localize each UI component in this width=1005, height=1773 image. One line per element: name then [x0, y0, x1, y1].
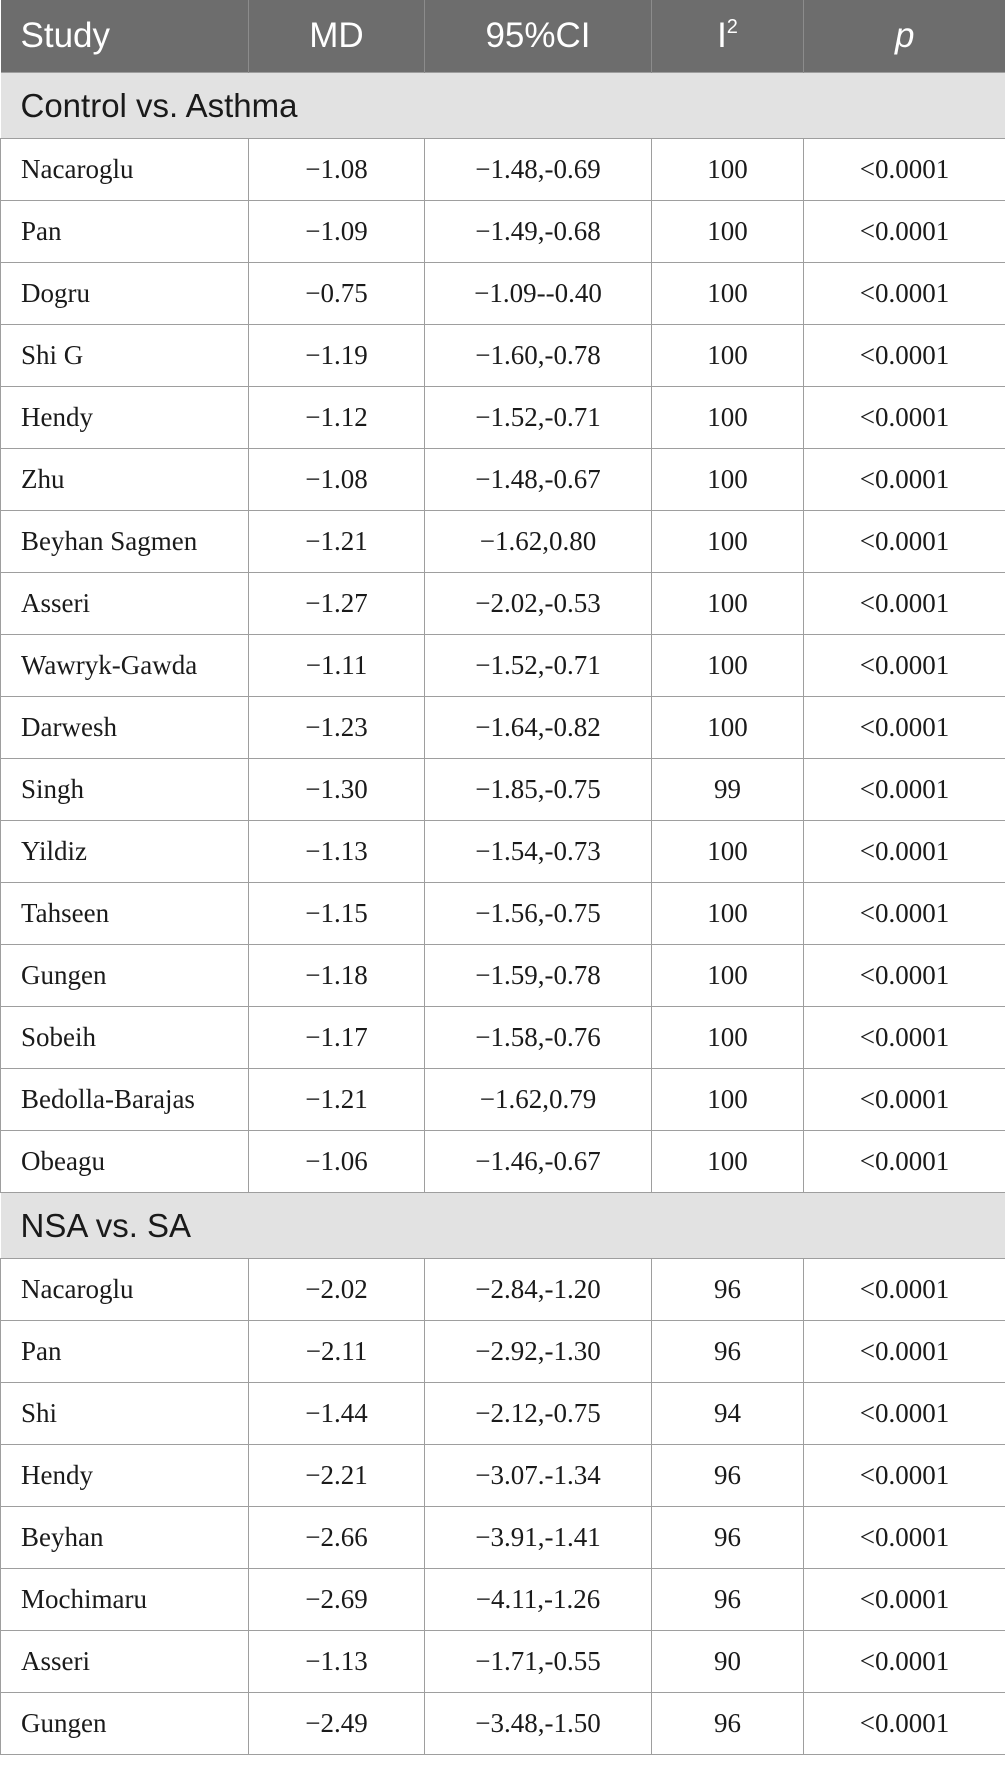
- cell-md: −1.08: [249, 449, 425, 511]
- section-title: Control vs. Asthma: [1, 73, 1005, 139]
- cell-p: <0.0001: [804, 1383, 1005, 1445]
- cell-md: −1.17: [249, 1007, 425, 1069]
- table-row: [1, 139, 1005, 201]
- cell-study: Shi: [1, 1383, 249, 1445]
- cell-i2: 96: [652, 1259, 804, 1321]
- cell-95ci: −1.62,0.79: [425, 1069, 652, 1131]
- cell-study: Zhu: [1, 449, 249, 511]
- cell-95ci: −1.59,-0.78: [425, 945, 652, 1007]
- cell-95ci: −2.02,-0.53: [425, 573, 652, 635]
- cell-md: −1.23: [249, 697, 425, 759]
- cell-md: −2.49: [249, 1693, 425, 1755]
- cell-study: Darwesh: [1, 697, 249, 759]
- cell-study: Hendy: [1, 1445, 249, 1507]
- cell-p: <0.0001: [804, 821, 1005, 883]
- cell-p: <0.0001: [804, 511, 1005, 573]
- table-row: [1, 821, 1005, 883]
- cell-95ci: −1.52,-0.71: [425, 387, 652, 449]
- table-row: [1, 201, 1005, 263]
- header-95ci: 95%CI: [425, 0, 652, 73]
- cell-md: −1.15: [249, 883, 425, 945]
- cell-95ci: −1.09--0.40: [425, 263, 652, 325]
- table-row: [1, 883, 1005, 945]
- cell-i2: 100: [652, 1131, 804, 1193]
- cell-md: −1.13: [249, 1631, 425, 1693]
- cell-95ci: −1.58,-0.76: [425, 1007, 652, 1069]
- table-row: [1, 1693, 1005, 1755]
- table-row: [1, 387, 1005, 449]
- table-row: [1, 449, 1005, 511]
- cell-study: Wawryk-Gawda: [1, 635, 249, 697]
- cell-95ci: −2.12,-0.75: [425, 1383, 652, 1445]
- cell-study: Hendy: [1, 387, 249, 449]
- table-row: [1, 1069, 1005, 1131]
- cell-i2: 100: [652, 635, 804, 697]
- cell-95ci: −2.92,-1.30: [425, 1321, 652, 1383]
- cell-study: Beyhan: [1, 1507, 249, 1569]
- table-row: [1, 263, 1005, 325]
- cell-i2: 96: [652, 1569, 804, 1631]
- cell-p: <0.0001: [804, 1507, 1005, 1569]
- cell-i2: 100: [652, 945, 804, 1007]
- table-row: [1, 1445, 1005, 1507]
- table-header: [1, 0, 1005, 73]
- cell-i2: 100: [652, 449, 804, 511]
- cell-95ci: −4.11,-1.26: [425, 1569, 652, 1631]
- cell-study: Asseri: [1, 1631, 249, 1693]
- cell-p: <0.0001: [804, 1069, 1005, 1131]
- cell-p: <0.0001: [804, 449, 1005, 511]
- cell-p: <0.0001: [804, 573, 1005, 635]
- cell-p: <0.0001: [804, 1321, 1005, 1383]
- table-body: [1, 73, 1005, 1755]
- cell-md: −1.06: [249, 1131, 425, 1193]
- cell-study: Mochimaru: [1, 1569, 249, 1631]
- cell-95ci: −2.84,-1.20: [425, 1259, 652, 1321]
- header-p: p: [804, 0, 1005, 73]
- cell-p: <0.0001: [804, 1259, 1005, 1321]
- cell-md: −2.11: [249, 1321, 425, 1383]
- table-row: [1, 1569, 1005, 1631]
- cell-md: −1.13: [249, 821, 425, 883]
- cell-md: −1.21: [249, 1069, 425, 1131]
- cell-p: <0.0001: [804, 1131, 1005, 1193]
- cell-md: −1.27: [249, 573, 425, 635]
- header-i2-superscript: 2: [726, 16, 738, 38]
- cell-md: −1.19: [249, 325, 425, 387]
- section-row: [1, 73, 1005, 139]
- cell-md: −1.44: [249, 1383, 425, 1445]
- cell-i2: 100: [652, 573, 804, 635]
- cell-p: <0.0001: [804, 759, 1005, 821]
- cell-95ci: −1.60,-0.78: [425, 325, 652, 387]
- table-row: [1, 1631, 1005, 1693]
- cell-md: −2.66: [249, 1507, 425, 1569]
- header-md: MD: [249, 0, 425, 73]
- cell-p: <0.0001: [804, 139, 1005, 201]
- cell-p: <0.0001: [804, 945, 1005, 1007]
- cell-study: Gungen: [1, 1693, 249, 1755]
- table-row: [1, 1383, 1005, 1445]
- cell-i2: 100: [652, 263, 804, 325]
- table-row: [1, 1507, 1005, 1569]
- cell-i2: 100: [652, 139, 804, 201]
- cell-i2: 90: [652, 1631, 804, 1693]
- table-row: [1, 1321, 1005, 1383]
- cell-md: −1.21: [249, 511, 425, 573]
- cell-study: Pan: [1, 201, 249, 263]
- cell-i2: 100: [652, 821, 804, 883]
- table-row: [1, 759, 1005, 821]
- header-study: Study: [1, 0, 249, 73]
- cell-p: <0.0001: [804, 325, 1005, 387]
- cell-p: <0.0001: [804, 1693, 1005, 1755]
- cell-i2: 100: [652, 387, 804, 449]
- cell-i2: 96: [652, 1445, 804, 1507]
- cell-study: Tahseen: [1, 883, 249, 945]
- cell-p: <0.0001: [804, 1007, 1005, 1069]
- header-i2: [652, 0, 804, 73]
- cell-p: <0.0001: [804, 1631, 1005, 1693]
- cell-md: −1.08: [249, 139, 425, 201]
- cell-i2: 100: [652, 511, 804, 573]
- section-row: [1, 1193, 1005, 1259]
- cell-95ci: −1.49,-0.68: [425, 201, 652, 263]
- cell-95ci: −1.56,-0.75: [425, 883, 652, 945]
- cell-i2: 100: [652, 325, 804, 387]
- cell-md: −1.12: [249, 387, 425, 449]
- cell-95ci: −1.54,-0.73: [425, 821, 652, 883]
- cell-95ci: −3.91,-1.41: [425, 1507, 652, 1569]
- cell-p: <0.0001: [804, 263, 1005, 325]
- cell-study: Yildiz: [1, 821, 249, 883]
- header-i2-base: I: [717, 16, 727, 55]
- cell-95ci: −1.71,-0.55: [425, 1631, 652, 1693]
- cell-study: Dogru: [1, 263, 249, 325]
- cell-95ci: −1.52,-0.71: [425, 635, 652, 697]
- table-row: [1, 1007, 1005, 1069]
- cell-i2: 94: [652, 1383, 804, 1445]
- section-title: NSA vs. SA: [1, 1193, 1005, 1259]
- cell-i2: 100: [652, 1007, 804, 1069]
- cell-i2: 96: [652, 1321, 804, 1383]
- cell-i2: 96: [652, 1693, 804, 1755]
- cell-md: −1.11: [249, 635, 425, 697]
- cell-p: <0.0001: [804, 201, 1005, 263]
- cell-95ci: −3.07.-1.34: [425, 1445, 652, 1507]
- cell-md: −2.21: [249, 1445, 425, 1507]
- cell-i2: 100: [652, 201, 804, 263]
- header-row: [1, 0, 1005, 73]
- cell-study: Gungen: [1, 945, 249, 1007]
- cell-p: <0.0001: [804, 1569, 1005, 1631]
- cell-95ci: −1.48,-0.67: [425, 449, 652, 511]
- table-row: [1, 511, 1005, 573]
- cell-study: Singh: [1, 759, 249, 821]
- cell-95ci: −1.48,-0.69: [425, 139, 652, 201]
- cell-study: Sobeih: [1, 1007, 249, 1069]
- cell-study: Nacaroglu: [1, 1259, 249, 1321]
- table-row: [1, 635, 1005, 697]
- cell-i2: 96: [652, 1507, 804, 1569]
- cell-study: Bedolla-Barajas: [1, 1069, 249, 1131]
- table-row: [1, 1131, 1005, 1193]
- cell-i2: 100: [652, 1069, 804, 1131]
- cell-md: −1.30: [249, 759, 425, 821]
- cell-95ci: −3.48,-1.50: [425, 1693, 652, 1755]
- cell-i2: 99: [652, 759, 804, 821]
- cell-p: <0.0001: [804, 883, 1005, 945]
- cell-md: −1.09: [249, 201, 425, 263]
- table-row: [1, 325, 1005, 387]
- cell-95ci: −1.85,-0.75: [425, 759, 652, 821]
- cell-study: Obeagu: [1, 1131, 249, 1193]
- cell-md: −0.75: [249, 263, 425, 325]
- cell-md: −2.69: [249, 1569, 425, 1631]
- table-row: [1, 697, 1005, 759]
- cell-i2: 100: [652, 697, 804, 759]
- table-row: [1, 1259, 1005, 1321]
- cell-95ci: −1.46,-0.67: [425, 1131, 652, 1193]
- table-row: [1, 945, 1005, 1007]
- cell-md: −1.18: [249, 945, 425, 1007]
- cell-p: <0.0001: [804, 635, 1005, 697]
- cell-95ci: −1.62,0.80: [425, 511, 652, 573]
- table-row: [1, 573, 1005, 635]
- cell-p: <0.0001: [804, 387, 1005, 449]
- cell-study: Shi G: [1, 325, 249, 387]
- cell-p: <0.0001: [804, 1445, 1005, 1507]
- cell-md: −2.02: [249, 1259, 425, 1321]
- cell-study: Nacaroglu: [1, 139, 249, 201]
- cell-p: <0.0001: [804, 697, 1005, 759]
- cell-study: Pan: [1, 1321, 249, 1383]
- cell-i2: 100: [652, 883, 804, 945]
- cell-study: Beyhan Sagmen: [1, 511, 249, 573]
- cell-95ci: −1.64,-0.82: [425, 697, 652, 759]
- cell-study: Asseri: [1, 573, 249, 635]
